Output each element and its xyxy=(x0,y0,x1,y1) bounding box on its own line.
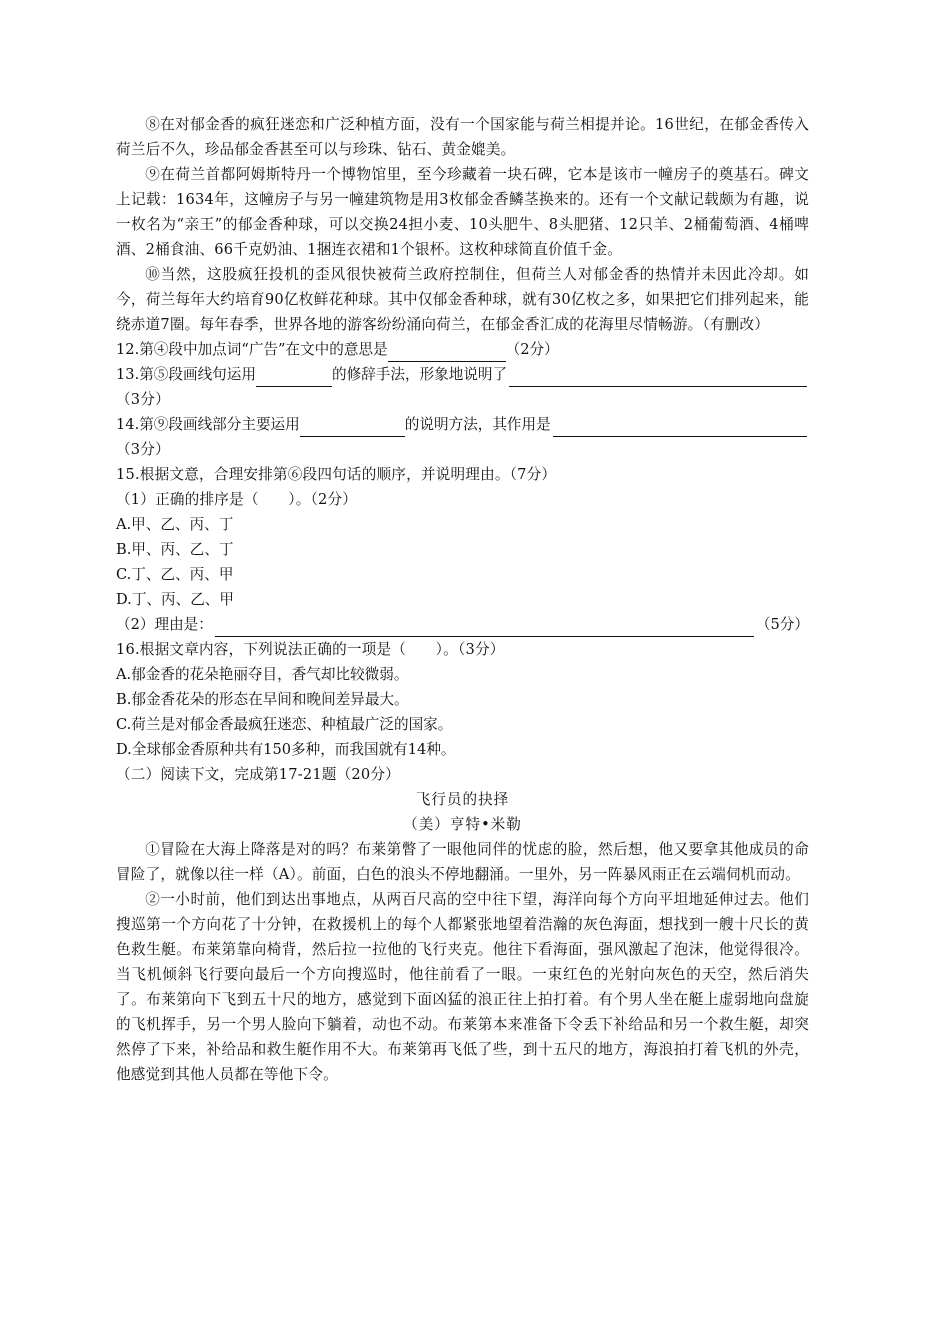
q16-option-d[interactable]: D.全球郁金香原种共有150多种，而我国就有14种。 xyxy=(116,741,456,758)
answer-blank-12[interactable] xyxy=(388,346,506,362)
paragraph-8: ⑧在对郁金香的疯狂迷恋和广泛种植方面，没有一个国家能与荷兰相提并论。16世纪，在郁金香传入荷兰后不久，珍品郁金香甚至可以与珍珠、钻石、黄金媲美。 xyxy=(116,116,809,158)
answer-blank-13b[interactable] xyxy=(509,369,807,387)
q16-option-b[interactable]: B.郁金香花朵的形态在早间和晚间差异最大。 xyxy=(116,691,409,708)
q16-option-c[interactable]: C.荷兰是对郁金香最疯狂迷恋、种植最广泛的国家。 xyxy=(116,716,453,733)
question-12: 12.第④段中加点词“广告”在文中的意思是 （2分） xyxy=(116,337,809,362)
story-author: （美）亨特•米勒 xyxy=(403,816,522,833)
q15-option-c[interactable]: C.丁、乙、丙、甲 xyxy=(116,566,234,583)
question-15-part2: （2）理由是： （5分） xyxy=(116,612,809,637)
question-13: 13.第⑤段画线句运用 的修辞手法，形象地说明了 xyxy=(116,362,809,387)
question-14-score: （3分） xyxy=(116,441,170,458)
question-16: 16.根据文章内容，下列说法正确的一项是（ ）。（3分） xyxy=(116,641,505,658)
q16-option-a[interactable]: A.郁金香的花朵艳丽夺目，香气却比较微弱。 xyxy=(116,666,409,683)
answer-blank-15-reason[interactable] xyxy=(215,619,754,637)
paragraph-9: ⑨在荷兰首都阿姆斯特丹一个博物馆里，至今珍藏着一块石碑，它本是该市一幢房子的奠基石。碑文上记载：1634年，这幢房子与另一幢建筑物是用3枚郁金香鳞茎换来的。还有一个文献记载颇为有趣，说一枚名为“亲王”的郁金香种球，可以交换24担小麦、10头肥牛、8头肥猪、12只羊、2桶葡萄酒、4桶啤酒、2桶食油、66千克奶油、1捆连衣裙和1个银杯。这枚种球简直价值千金。 xyxy=(116,166,809,258)
document-page xyxy=(116,112,809,1087)
paragraph-10: ⑩当然，这股疯狂投机的歪风很快被荷兰政府控制住，但荷兰人对郁金香的热情并未因此冷却。如今，荷兰每年大约培育90亿枚鲜花种球。其中仅郁金香种球，就有30亿枚之多，如果把它们排列起来，能绕赤道7圈。每年春季，世界各地的游客纷纷涌向荷兰，在郁金香汇成的花海里尽情畅游。（有删改） xyxy=(116,266,809,333)
story-paragraph-1: ①冒险在大海上降落是对的吗？布莱第瞥了一眼他同伴的忧虑的脸，然后想，他又要拿其他成员的命冒险了，就像以往一样（A）。前面，白色的浪头不停地翻涌。一里外，另一阵暴风雨正在云端伺机而动。 xyxy=(116,841,809,883)
answer-blank-13a[interactable] xyxy=(256,371,332,387)
q15-option-b[interactable]: B.甲、丙、乙、丁 xyxy=(116,541,234,558)
section-2-heading: （二）阅读下文，完成第17-21题（20分） xyxy=(116,766,400,783)
story-paragraph-2: ②一小时前，他们到达出事地点，从两百尺高的空中往下望，海洋向每个方向平坦地延伸过去。他们搜巡第一个方向花了十分钟，在救援机上的每个人都紧张地望着浩瀚的灰色海面，想找到一艘十尺长的黄色救生艇。布莱第靠向椅背，然后拉一拉他的飞行夹克。他往下看海面，强风激起了泡沫，他觉得很冷。当飞机倾斜飞行要向最后一个方向搜巡时，他往前看了一眼。一束红色的光射向灰色的天空，然后消失了。布莱第向下飞到五十尺的地方，感觉到下面凶猛的浪正往上拍打着。有个男人坐在艇上虚弱地向盘旋的飞机挥手，另一个男人脸向下躺着，动也不动。布莱第本来准备下令丢下补给品和另一个救生艇，却突然停了下来，补给品和救生艇作用不大。布莱第再飞低了些，到十五尺的地方，海浪拍打着飞机的外壳，他感觉到其他人员都在等他下令。 xyxy=(116,891,809,1083)
answer-blank-14a[interactable] xyxy=(300,421,405,437)
question-13-score: （3分） xyxy=(116,391,170,408)
question-14: 14.第⑨段画线部分主要运用 的说明方法，其作用是 xyxy=(116,412,809,437)
question-15-part1: （1）正确的排序是（ ）。（2分） xyxy=(116,491,358,508)
q15-option-a[interactable]: A.甲、乙、丙、丁 xyxy=(116,516,234,533)
q15-option-d[interactable]: D.丁、丙、乙、甲 xyxy=(116,591,234,608)
answer-blank-14b[interactable] xyxy=(553,419,807,437)
story-title: 飞行员的抉择 xyxy=(415,791,510,808)
question-15: 15.根据文意，合理安排第⑥段四句话的顺序，并说明理由。（7分） xyxy=(116,466,557,483)
